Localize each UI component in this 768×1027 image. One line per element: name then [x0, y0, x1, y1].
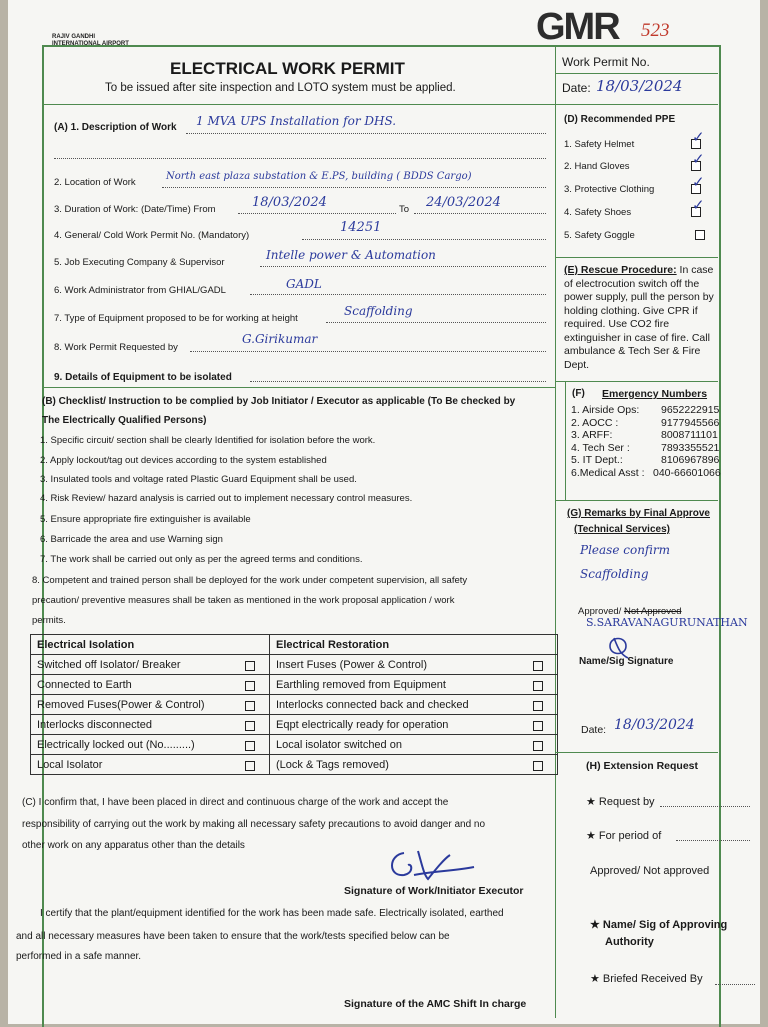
duration-label: 3. Duration of Work: (Date/Time) From — [54, 204, 216, 215]
ppe-checkbox-5[interactable] — [695, 230, 705, 240]
cold-work-permit-label: 4. General/ Cold Work Permit No. (Mandatory) — [54, 230, 250, 241]
approval-date-label: Date: — [581, 724, 607, 736]
cell-label: Insert Fuses (Power & Control) — [276, 658, 427, 671]
executing-company-value[interactable]: Intelle power & Automation — [266, 248, 436, 262]
table-row — [31, 695, 558, 715]
work-permit-no-label: Work Permit No. — [562, 55, 650, 69]
emergency-number: 8106967896 — [661, 454, 720, 467]
serial-number: 523 — [641, 20, 670, 41]
checkbox[interactable] — [533, 741, 543, 751]
rescue-procedure — [564, 264, 716, 372]
checkbox[interactable] — [245, 701, 255, 711]
description-line — [186, 133, 546, 134]
cold-work-permit-line — [302, 239, 546, 240]
section-b-heading-2: The Electrically Qualified Persons) — [42, 415, 207, 426]
duration-from-value[interactable]: 18/03/2024 — [252, 195, 327, 210]
emergency-number: 9177945566 — [661, 416, 720, 429]
emergency-item — [571, 454, 721, 467]
cell-label: (Lock & Tags removed) — [276, 758, 389, 771]
section-d-divider — [556, 257, 718, 258]
restoration-cell[interactable] — [270, 715, 558, 735]
ppe-item-4: 4. Safety Shoes — [564, 207, 632, 218]
section-g-heading-1: (G) Remarks by Final Approve — [567, 508, 710, 519]
equipment-isolated-line — [250, 381, 546, 382]
section-a-heading: (A) 1. Description of Work — [54, 122, 177, 133]
restoration-cell[interactable] — [270, 695, 558, 715]
checklist-item-8-line1: 8. Competent and trained person shall be deployed for the work under competent supervision, all safety — [32, 575, 468, 586]
equipment-height-value[interactable]: Scaffolding — [344, 304, 413, 318]
approval-date-value[interactable]: 18/03/2024 — [614, 717, 695, 733]
rescue-line-4: required. Use CO2 fire — [564, 318, 670, 330]
rescue-heading: (E) Rescue Procedure: — [564, 264, 677, 276]
executor-signature — [384, 845, 480, 885]
emergency-name: 2. AOCC : — [571, 416, 619, 429]
form-title: ELECTRICAL WORK PERMIT — [170, 59, 405, 78]
table-row — [31, 755, 558, 775]
requested-by-label: 8. Work Permit Requested by — [54, 342, 178, 353]
rescue-first: In case — [679, 264, 714, 276]
cell-label: Removed Fuses(Power & Control) — [37, 698, 205, 711]
emergency-item — [571, 467, 721, 480]
checkbox[interactable] — [245, 761, 255, 771]
work-administrator-label: 6. Work Administrator from GHIAL/GADL — [54, 285, 226, 296]
emergency-number: 8008711101 — [661, 429, 718, 442]
checkbox[interactable] — [533, 761, 543, 771]
checkbox[interactable] — [245, 681, 255, 691]
section-c-line3: other work on any apparatus other than the details — [22, 840, 245, 851]
emergency-number: 9652222915 — [661, 404, 720, 416]
cell-label: Eqpt electrically ready for operation — [276, 718, 449, 731]
isolation-cell[interactable] — [31, 735, 270, 755]
certify-line3: performed in a safe manner. — [16, 951, 142, 962]
emergency-name: 1. Airside Ops: — [571, 404, 640, 416]
section-c-line1: (C) I confirm that, I have been placed in direct and continuous charge of the work and accept the — [22, 797, 449, 808]
emergency-item — [571, 442, 721, 455]
table-row — [31, 655, 558, 675]
cell-label: Switched off Isolator/ Breaker — [37, 658, 181, 671]
approver-name[interactable]: S.SARAVANAGURUNATHAN — [586, 616, 748, 629]
ppe-item-3: 3. Protective Clothing — [564, 184, 655, 195]
checklist-item-6: 6. Barricade the area and use Warning sign — [40, 534, 223, 545]
checklist-item-4: 4. Risk Review/ hazard analysis is carried out to implement necessary control measures. — [40, 493, 413, 504]
checklist-item-5: 5. Ensure appropriate fire extinguisher is available — [40, 514, 251, 525]
executing-company-label: 5. Job Executing Company & Supervisor — [54, 257, 225, 268]
ppe-item-2: 2. Hand Gloves — [564, 161, 630, 172]
equipment-isolated-label: 9. Details of Equipment to be isolated — [54, 372, 232, 383]
ppe-item-1: 1. Safety Helmet — [564, 139, 635, 150]
ppe-item-5: 5. Safety Goggle — [564, 230, 635, 241]
gmr-logo — [536, 6, 619, 49]
isolation-cell[interactable] — [31, 655, 270, 675]
approving-authority-label-2: Authority — [605, 936, 654, 948]
emergency-item — [571, 417, 721, 430]
equipment-height-label: 7. Type of Equipment proposed to be for working at height — [54, 313, 298, 324]
restoration-cell[interactable] — [270, 675, 558, 695]
isolation-cell[interactable] — [31, 695, 270, 715]
work-administrator-value[interactable]: GADL — [286, 277, 322, 291]
certify-line1: I certify that the plant/equipment identified for the work has been made safe. Electrically isolated, earthed — [40, 908, 504, 919]
location-value[interactable]: North east plaza substation & E.PS, building ( BDDS Cargo) — [166, 171, 472, 182]
briefed-received-label: ★ Briefed Received By — [590, 973, 703, 985]
amc-signature-label: Signature of the AMC Shift In charge — [344, 998, 527, 1010]
section-a-divider — [44, 387, 556, 388]
section-f-divider — [556, 500, 718, 501]
duration-to-label: To — [399, 204, 410, 215]
cell-label: Local Isolator — [37, 758, 103, 771]
checkbox[interactable] — [533, 681, 543, 691]
cell-label: Connected to Earth — [37, 678, 132, 691]
airport-logo-line1: RAJIV GANDHI — [52, 34, 96, 40]
section-d-heading: (D) Recommended PPE — [564, 114, 676, 125]
checkbox[interactable] — [533, 701, 543, 711]
restoration-cell[interactable] — [270, 655, 558, 675]
header-divider — [44, 104, 718, 105]
section-f-heading: Emergency Numbers — [602, 388, 708, 400]
emergency-name: 3. ARFF: — [571, 429, 613, 442]
rescue-line-2: power supply, pull the person by — [564, 291, 714, 303]
duration-to-line — [414, 213, 546, 214]
cell-label: Earthling removed from Equipment — [276, 678, 446, 691]
certify-line2: and all necessary measures have been taken to ensure that the work/tests specified below can be — [16, 931, 450, 942]
emergency-list — [571, 404, 721, 480]
rescue-line-6: ambulance & Tech Ser & Fire — [564, 345, 701, 357]
briefed-received-line[interactable] — [715, 984, 755, 985]
date-label: Date: — [562, 81, 591, 95]
request-by-line[interactable] — [660, 806, 750, 807]
requested-by-value[interactable]: G.Girikumar — [242, 332, 318, 346]
equipment-height-line — [326, 322, 546, 323]
check-mark-icon: ✓ — [692, 150, 705, 168]
right-column-divider — [555, 46, 556, 1018]
section-f-left-border — [565, 382, 566, 500]
checkbox[interactable] — [245, 741, 255, 751]
section-e-divider — [556, 381, 718, 382]
isolation-cell[interactable] — [31, 675, 270, 695]
checklist-item-8-line3: permits. — [32, 615, 66, 626]
rescue-line-3: holding clothing. Give CPR if — [564, 304, 698, 317]
form-subtitle: To be issued after site inspection and LOTO system must be applied. — [105, 82, 456, 94]
approving-authority-label-1: ★ Name/ Sig of Approving — [590, 919, 728, 931]
emergency-name: 5. IT Dept.: — [571, 454, 623, 467]
section-g-heading-2: (Technical Services) — [574, 524, 670, 535]
work-administrator-line — [250, 294, 546, 295]
checklist-item-1: 1. Specific circuit/ section shall be clearly Identified for isolation before the work. — [40, 435, 376, 446]
section-b-heading-1: (B) Checklist/ Instruction to be complied by Job Initiator / Executor as applicable (To Be checked by — [42, 396, 516, 407]
gmr-logo-text: GMR — [536, 6, 619, 48]
duration-to-value[interactable]: 24/03/2024 — [426, 195, 501, 210]
period-line[interactable] — [676, 840, 750, 841]
emergency-name: 4. Tech Ser : — [571, 441, 630, 454]
check-mark-icon: ✓ — [692, 128, 705, 146]
name-sig-label: Name/Sig Signature — [579, 656, 674, 667]
restoration-header: Electrical Restoration — [270, 635, 558, 655]
table-header-row — [31, 635, 558, 655]
emergency-number: 7893355521 — [661, 441, 720, 454]
check-mark-icon: ✓ — [692, 173, 705, 191]
rescue-line-5: extinguisher in case of fire. Call — [564, 331, 710, 344]
isolation-table — [30, 634, 558, 775]
emergency-name: 6.Medical Asst : — [571, 466, 645, 479]
permit-date-value[interactable]: 18/03/2024 — [596, 77, 683, 95]
checkbox[interactable] — [245, 661, 255, 671]
checklist-item-7: 7. The work shall be carried out only as per the agreed terms and conditions. — [40, 554, 363, 565]
section-g-divider — [556, 752, 718, 753]
section-c-line2: responsibility of carrying out the work by making all necessary safety precautions to avoid danger and no — [22, 819, 486, 830]
approved-text: Approved/ — [578, 606, 622, 617]
checkbox[interactable] — [533, 661, 543, 671]
restoration-cell[interactable] — [270, 755, 558, 775]
cold-work-permit-value[interactable]: 14251 — [340, 220, 382, 235]
table-row — [31, 735, 558, 755]
cell-label: Interlocks disconnected — [37, 718, 152, 731]
description-line-2 — [54, 158, 546, 159]
remarks-value[interactable]: Please confirm Scaffolding — [580, 543, 671, 581]
requested-by-line — [190, 351, 546, 352]
table-row — [31, 715, 558, 735]
not-approved-text: Not Approved — [623, 606, 682, 617]
request-by-label: ★ Request by — [586, 796, 655, 808]
checklist-item-3: 3. Insulated tools and voltage rated Plastic Guard Equipment shall be used. — [40, 474, 357, 485]
rescue-line-1: of electrocution switch off the — [564, 277, 700, 290]
permit-no-divider — [556, 73, 718, 74]
emergency-number: 040-66601066 — [653, 466, 721, 479]
duration-from-line — [238, 213, 396, 214]
cell-label: Electrically locked out (No.........) — [37, 738, 195, 751]
section-h-heading: (H) Extension Request — [586, 760, 699, 772]
emergency-item — [571, 404, 721, 417]
isolation-header: Electrical Isolation — [31, 635, 270, 655]
restoration-cell[interactable] — [270, 735, 558, 755]
checklist-item-2: 2. Apply lockout/tag out devices according to the system established — [40, 455, 327, 466]
cell-label: Local isolator switched on — [276, 738, 402, 751]
description-value[interactable]: 1 MVA UPS Installation for DHS. — [196, 114, 397, 128]
checklist-item-8-line2: precaution/ preventive measures shall be taken as mentioned in the work proposal application / work — [32, 595, 455, 606]
rescue-line-7: Dept. — [564, 358, 590, 371]
checkbox[interactable] — [533, 721, 543, 731]
cell-label: Interlocks connected back and checked — [276, 698, 469, 711]
executor-signature-label: Signature of Work/Initiator Executor — [344, 885, 524, 897]
table-row — [31, 675, 558, 695]
section-f-label: (F) — [572, 388, 585, 399]
emergency-item — [571, 429, 721, 442]
airport-logo-line2: INTERNATIONAL AIRPORT — [52, 41, 129, 47]
extension-approved-label: Approved/ Not approved — [590, 865, 710, 877]
check-mark-icon: ✓ — [692, 196, 705, 214]
executing-company-line — [260, 266, 546, 267]
isolation-cell[interactable] — [31, 755, 270, 775]
location-label: 2. Location of Work — [54, 177, 136, 188]
checkbox[interactable] — [245, 721, 255, 731]
isolation-cell[interactable] — [31, 715, 270, 735]
location-line — [162, 187, 546, 188]
period-label: ★ For period of — [586, 830, 662, 842]
